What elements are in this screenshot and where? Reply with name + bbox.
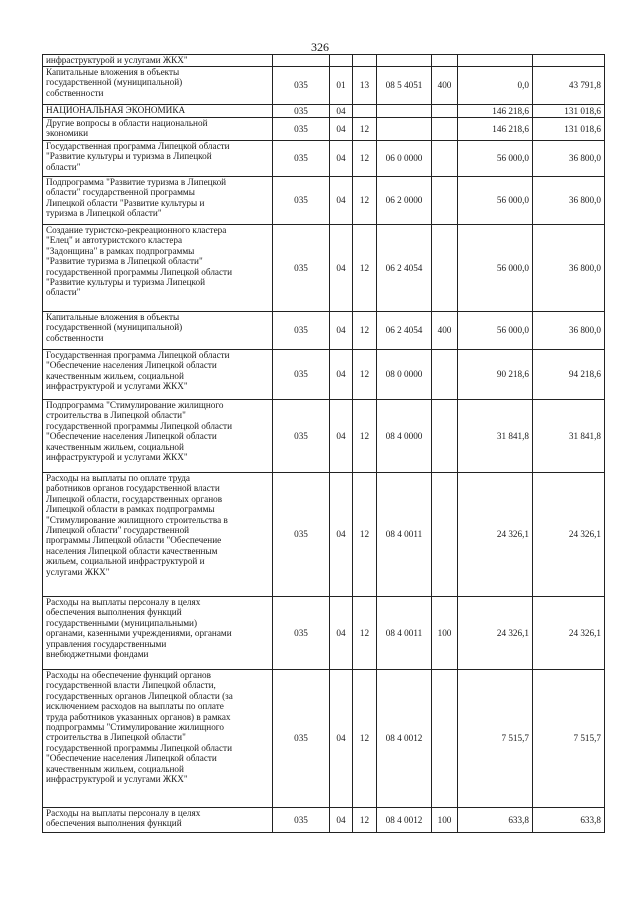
subsection-code-cell: 12: [353, 141, 377, 177]
table-row: [43, 670, 605, 808]
expenditure-name-cell: инфраструктурой и услугами ЖКХ": [43, 55, 273, 67]
amount-year2-cell: [533, 55, 605, 67]
admin-code-cell: 035: [273, 670, 330, 808]
table-row: [43, 67, 605, 105]
expenditure-name-cell: Подпрограмма "Развитие туризма в Липецкой области" государственной программы Липецкой области "Развитие культуры и туризма в Липецкой области": [43, 177, 273, 225]
amount-year1-cell: 31 841,8: [458, 400, 533, 473]
section-code-cell: 01: [330, 67, 353, 105]
section-code-cell: 04: [330, 141, 353, 177]
expenditure-name-cell: Расходы на обеспечение функций органов государственной власти Липецкой области, государственных органов Липецкой области (за исключением расходов на выплаты по оплате труда работников указанных органов) в рамках подпрограммы "Стимулирование жилищного строительства в Липецкой области" государственной программы Липецкой области "Обеспечение населения Липецкой области качественным жильем, социальной инфраструктурой и услугами ЖКХ": [43, 670, 273, 808]
section-code-cell: 04: [330, 473, 353, 597]
target-article-cell: [377, 118, 432, 141]
target-article-cell: 06 0 0000: [377, 141, 432, 177]
amount-year1-cell: 56 000,0: [458, 177, 533, 225]
subsection-code-cell: [353, 55, 377, 67]
section-code-cell: 04: [330, 350, 353, 400]
amount-year2-cell: 36 800,0: [533, 312, 605, 350]
admin-code-cell: 035: [273, 141, 330, 177]
amount-year2-cell: 36 800,0: [533, 225, 605, 312]
section-code-cell: 04: [330, 400, 353, 473]
amount-year2-cell: 633,8: [533, 808, 605, 833]
target-article-cell: 08 4 0011: [377, 473, 432, 597]
target-article-cell: 06 2 0000: [377, 177, 432, 225]
expenditure-name-cell: Создание туристско-рекреационного кластера "Елец" и автотуристского кластера "Задонщина" в рамках подпрограммы "Развитие туризма в Липецкой области" государственной программы Липецкой области "Развитие культуры и туризма Липецкой области": [43, 225, 273, 312]
admin-code-cell: 035: [273, 473, 330, 597]
amount-year1-cell: 24 326,1: [458, 597, 533, 670]
amount-year2-cell: 36 800,0: [533, 141, 605, 177]
amount-year2-cell: 7 515,7: [533, 670, 605, 808]
amount-year1-cell: 56 000,0: [458, 141, 533, 177]
subsection-code-cell: 12: [353, 118, 377, 141]
expense-type-cell: [432, 670, 458, 808]
target-article-cell: 08 5 4051: [377, 67, 432, 105]
admin-code-cell: 035: [273, 105, 330, 118]
section-code-cell: 04: [330, 670, 353, 808]
expense-type-cell: [432, 225, 458, 312]
expenditure-name-cell: Другие вопросы в области национальной экономики: [43, 118, 273, 141]
table-row: [43, 312, 605, 350]
target-article-cell: [377, 105, 432, 118]
subsection-code-cell: 12: [353, 225, 377, 312]
table-row: [43, 400, 605, 473]
section-code-cell: 04: [330, 105, 353, 118]
section-code-cell: 04: [330, 808, 353, 833]
expense-type-cell: [432, 177, 458, 225]
admin-code-cell: 035: [273, 225, 330, 312]
amount-year2-cell: 31 841,8: [533, 400, 605, 473]
expense-type-cell: [432, 55, 458, 67]
budget-table: [42, 54, 605, 833]
amount-year1-cell: 56 000,0: [458, 225, 533, 312]
budget-table-body: [43, 55, 605, 833]
amount-year2-cell: 43 791,8: [533, 67, 605, 105]
expenditure-name-cell: Подпрограмма "Стимулирование жилищного строительства в Липецкой области" государственной программы Липецкой области "Обеспечение населения Липецкой области качественным жильем, социальной инфраструктурой и услугами ЖКХ": [43, 400, 273, 473]
amount-year1-cell: 7 515,7: [458, 670, 533, 808]
expense-type-cell: [432, 473, 458, 597]
subsection-code-cell: 12: [353, 350, 377, 400]
table-row: [43, 597, 605, 670]
expenditure-name-cell: Расходы на выплаты по оплате труда работников органов государственной власти Липецкой области, государственных органов Липецкой области в рамках подпрограммы "Стимулирование жилищного строительства в Липецкой области" государственной программы Липецкой области "Обеспечение населения Липецкой области качественным жильем, социальной инфраструктурой и услугами ЖКХ": [43, 473, 273, 597]
subsection-code-cell: 12: [353, 808, 377, 833]
subsection-code-cell: 12: [353, 597, 377, 670]
section-code-cell: 04: [330, 312, 353, 350]
amount-year2-cell: 131 018,6: [533, 118, 605, 141]
admin-code-cell: 035: [273, 67, 330, 105]
expenditure-name-cell: Капитальные вложения в объекты государственной (муниципальной) собственности: [43, 67, 273, 105]
subsection-code-cell: 12: [353, 400, 377, 473]
subsection-code-cell: 12: [353, 177, 377, 225]
target-article-cell: [377, 55, 432, 67]
section-code-cell: [330, 55, 353, 67]
section-code-cell: 04: [330, 225, 353, 312]
subsection-code-cell: 12: [353, 312, 377, 350]
target-article-cell: 08 4 0012: [377, 670, 432, 808]
expense-type-cell: [432, 400, 458, 473]
table-row: [43, 105, 605, 118]
admin-code-cell: 035: [273, 808, 330, 833]
amount-year1-cell: 56 000,0: [458, 312, 533, 350]
admin-code-cell: 035: [273, 177, 330, 225]
section-code-cell: 04: [330, 118, 353, 141]
page-number: 326: [311, 40, 329, 54]
admin-code-cell: [273, 55, 330, 67]
expenditure-name-cell: Расходы на выплаты персоналу в целях обеспечения выполнения функций государственными (муниципальными) органами, казенными учреждениями, органами управления государственными внебюджетными фондами: [43, 597, 273, 670]
admin-code-cell: 035: [273, 400, 330, 473]
amount-year1-cell: 90 218,6: [458, 350, 533, 400]
table-row: [43, 141, 605, 177]
expenditure-name-cell: Расходы на выплаты персоналу в целях обеспечения выполнения функций: [43, 808, 273, 833]
table-row: [43, 177, 605, 225]
expense-type-cell: [432, 141, 458, 177]
target-article-cell: 06 2 4054: [377, 312, 432, 350]
expenditure-name-cell: Капитальные вложения в объекты государственной (муниципальной) собственности: [43, 312, 273, 350]
table-row: [43, 118, 605, 141]
subsection-code-cell: 12: [353, 670, 377, 808]
amount-year1-cell: [458, 55, 533, 67]
section-code-cell: 04: [330, 597, 353, 670]
subsection-code-cell: [353, 105, 377, 118]
subsection-code-cell: 13: [353, 67, 377, 105]
target-article-cell: 06 2 4054: [377, 225, 432, 312]
amount-year1-cell: 146 218,6: [458, 118, 533, 141]
table-row: [43, 55, 605, 67]
subsection-code-cell: 12: [353, 473, 377, 597]
target-article-cell: 08 4 0011: [377, 597, 432, 670]
expenditure-name-cell: Государственная программа Липецкой области "Обеспечение населения Липецкой области качественным жильем, социальной инфраструктурой и услугами ЖКХ": [43, 350, 273, 400]
amount-year2-cell: 94 218,6: [533, 350, 605, 400]
expense-type-cell: [432, 118, 458, 141]
expense-type-cell: 100: [432, 808, 458, 833]
expense-type-cell: [432, 105, 458, 118]
expense-type-cell: 100: [432, 597, 458, 670]
table-row: [43, 808, 605, 833]
amount-year1-cell: 146 218,6: [458, 105, 533, 118]
target-article-cell: 08 0 0000: [377, 350, 432, 400]
amount-year2-cell: 24 326,1: [533, 473, 605, 597]
amount-year1-cell: 24 326,1: [458, 473, 533, 597]
table-row: [43, 350, 605, 400]
table-row: [43, 225, 605, 312]
target-article-cell: 08 4 0000: [377, 400, 432, 473]
amount-year2-cell: 131 018,6: [533, 105, 605, 118]
expense-type-cell: 400: [432, 67, 458, 105]
expense-type-cell: 400: [432, 312, 458, 350]
expense-type-cell: [432, 350, 458, 400]
section-code-cell: 04: [330, 177, 353, 225]
amount-year1-cell: 0,0: [458, 67, 533, 105]
amount-year2-cell: 24 326,1: [533, 597, 605, 670]
amount-year1-cell: 633,8: [458, 808, 533, 833]
expenditure-name-cell: НАЦИОНАЛЬНАЯ ЭКОНОМИКА: [43, 105, 273, 118]
target-article-cell: 08 4 0012: [377, 808, 432, 833]
admin-code-cell: 035: [273, 312, 330, 350]
expenditure-name-cell: Государственная программа Липецкой области "Развитие культуры и туризма в Липецкой области": [43, 141, 273, 177]
table-row: [43, 473, 605, 597]
amount-year2-cell: 36 800,0: [533, 177, 605, 225]
admin-code-cell: 035: [273, 350, 330, 400]
admin-code-cell: 035: [273, 118, 330, 141]
admin-code-cell: 035: [273, 597, 330, 670]
